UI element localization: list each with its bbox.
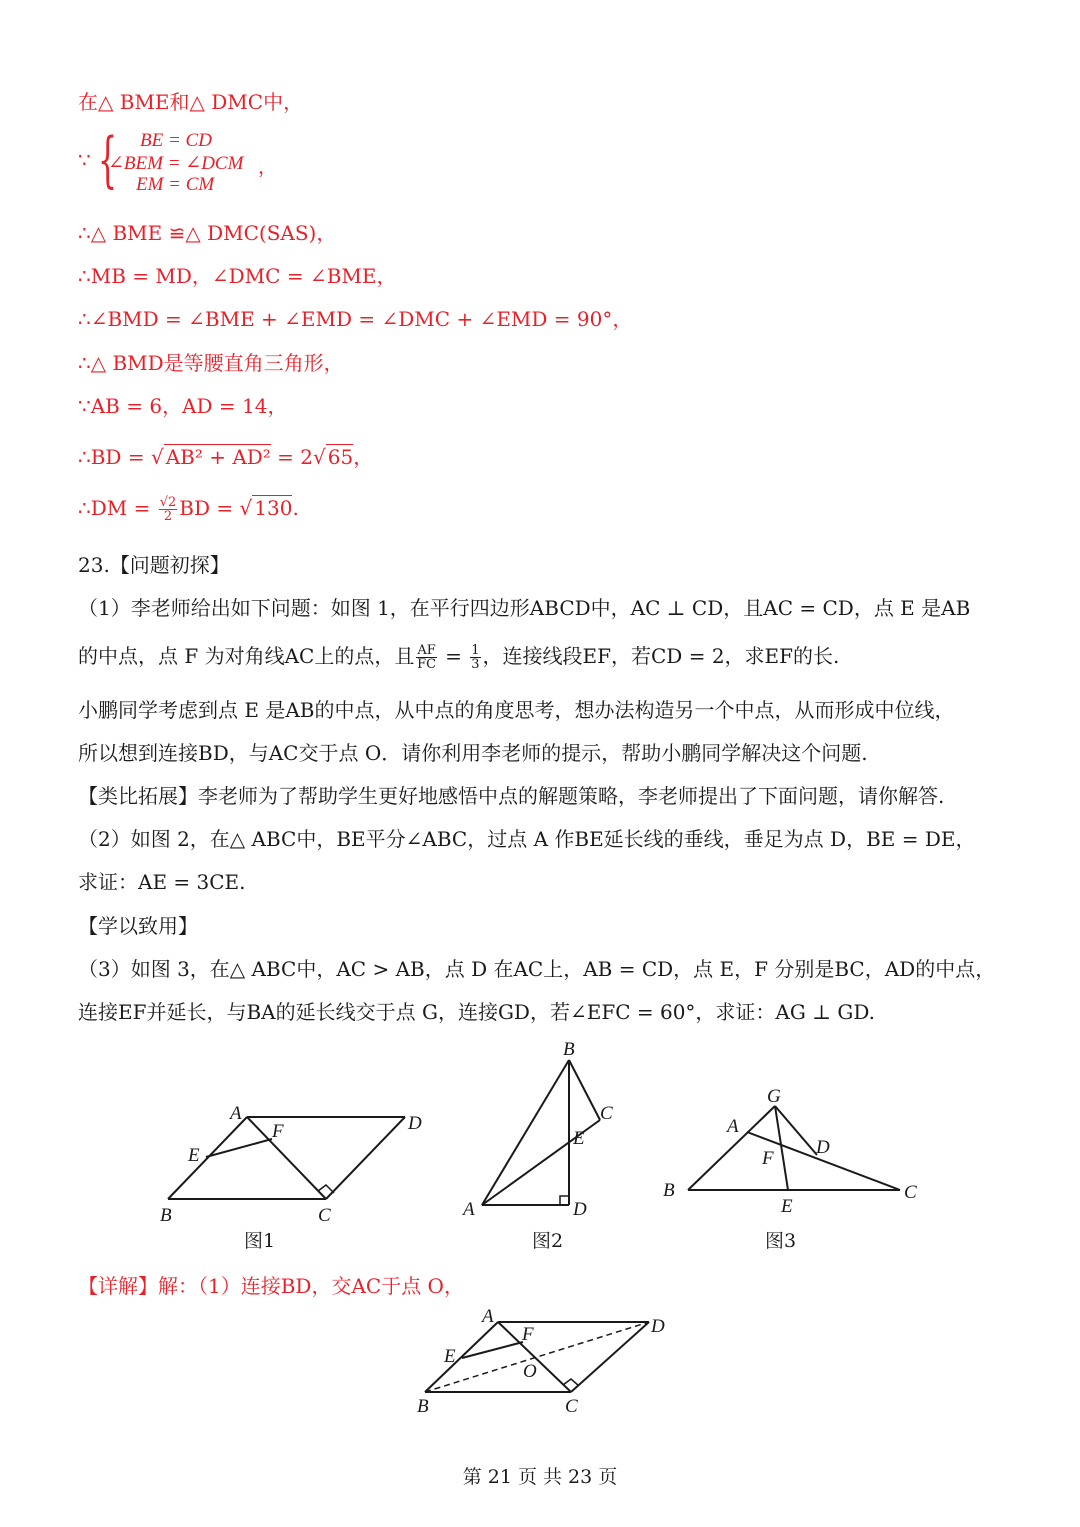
brace-row: EM = CM	[136, 174, 215, 195]
solution-line: 在△ BME和△ DMC中，	[78, 90, 304, 114]
radicand: AB² + AD²	[165, 445, 271, 469]
point-label-A: A	[463, 1199, 475, 1220]
left-brace: {	[98, 125, 118, 195]
fraction-denominator: FC	[417, 657, 437, 672]
point-label-A: A	[727, 1116, 739, 1137]
page-footer: 第 21 页 共 23 页	[462, 1466, 618, 1488]
formula-part: ，	[353, 445, 374, 469]
point-label-A: A	[230, 1103, 242, 1124]
point-label-B: B	[563, 1039, 575, 1060]
brace-system	[78, 125, 378, 200]
point-label-G: G	[767, 1086, 781, 1107]
point-label-D: D	[651, 1316, 665, 1337]
fraction-numerator: 1	[471, 643, 480, 658]
problem-text: 小鹏同学考虑到点 E 是AB的中点，从中点的角度思考，想办法构造另一个中点，从而形成中位线，	[78, 698, 955, 722]
point-label-B: B	[160, 1205, 172, 1225]
point-label-E: E	[573, 1128, 585, 1149]
sqrt-symbol: √	[313, 445, 326, 469]
answer-text: 解：（1）连接BD，交AC于点 O，	[158, 1274, 464, 1298]
solution-line: ∵AB = 6，AD = 14，	[78, 394, 288, 418]
brace-row: ∠BEM = ∠DCM	[108, 153, 244, 174]
point-label-C: C	[600, 1103, 613, 1124]
brace-comma: ，	[258, 156, 278, 178]
fraction-denominator: 3	[471, 657, 480, 672]
text-part: ，连接线段EF，若CD = 2，求EF的长.	[482, 644, 840, 668]
solution-line: ∴△ BME ≌△ DMC(SAS)，	[78, 221, 337, 245]
solution-line	[78, 496, 299, 523]
sqrt-symbol: √	[150, 445, 164, 469]
figure-3-triangle	[655, 1080, 925, 1220]
point-label-E: E	[188, 1145, 200, 1166]
point-label-F: F	[522, 1324, 534, 1345]
point-label-D: D	[408, 1113, 422, 1134]
problem-text: 所以想到连接BD，与AC交于点 O．请你利用李老师的提示，帮助小鹏同学解决这个问题.	[78, 741, 868, 765]
problem-text: 求证：AE = 3CE.	[78, 870, 246, 894]
radicand: 65	[327, 445, 354, 469]
brace-row: BE = CD	[140, 130, 212, 151]
point-label-E: E	[444, 1346, 456, 1367]
problem-text: （2）如图 2，在△ ABC中，BE平分∠ABC，过点 A 作BE延长线的垂线，垂足为点 D，BE = DE，	[78, 827, 976, 851]
solution-line: ∴△ BMD是等腰直角三角形，	[78, 351, 344, 375]
point-label-C: C	[904, 1182, 917, 1203]
problem-text: 连接EF并延长，与BA的延长线交于点 G，连接GD，若∠EFC = 60°，求证：AG ⊥ GD.	[78, 1000, 876, 1024]
fraction-numerator: √2	[159, 495, 177, 510]
formula-part: .	[292, 496, 299, 520]
solution-line: ∴∠BMD = ∠BME + ∠EMD = ∠DMC + ∠EMD = 90°，	[78, 307, 633, 331]
fraction	[416, 644, 436, 671]
answer-heading: 【详解】	[78, 1274, 158, 1298]
problem-text: 【类比拓展】李老师为了帮助学生更好地感悟中点的解题策略，李老师提出了下面问题，请你解答.	[78, 784, 945, 808]
sqrt-symbol: √	[239, 496, 253, 520]
fraction-denominator: 2	[163, 509, 173, 524]
point-label-B: B	[417, 1396, 429, 1417]
text-part: =	[438, 644, 469, 668]
section-heading: 【学以致用】	[78, 914, 198, 938]
point-label-D: D	[573, 1199, 587, 1220]
point-label-C: C	[318, 1205, 331, 1225]
point-label-D: D	[816, 1137, 830, 1158]
point-label-E: E	[781, 1196, 793, 1217]
point-label-A: A	[482, 1306, 494, 1327]
point-label-O: O	[523, 1361, 537, 1382]
point-label-C: C	[565, 1396, 578, 1417]
formula-part: BD =	[179, 496, 240, 520]
solution-figure-parallelogram	[405, 1300, 695, 1425]
figure-2-caption: 图2	[532, 1230, 564, 1252]
fraction	[159, 496, 178, 523]
problem-heading: 23.【问题初探】	[78, 553, 230, 577]
formula-part: ∴BD =	[78, 445, 151, 469]
text-part: 的中点，点 F 为对角线AC上的点，且	[78, 644, 415, 668]
fraction-numerator: AF	[417, 643, 436, 658]
because-symbol: ∵	[78, 148, 91, 172]
formula-part: ∴DM =	[78, 496, 157, 520]
figure-3-caption: 图3	[765, 1230, 797, 1252]
fraction	[470, 644, 480, 671]
problem-text	[78, 640, 839, 671]
figure-1-parallelogram	[150, 1095, 440, 1225]
point-label-F: F	[762, 1148, 774, 1169]
figure-1-caption: 图1	[244, 1230, 276, 1252]
problem-text: （3）如图 3，在△ ABC中，AC > AB，点 D 在AC上，AB = CD，点 E，F 分别是BC，AD的中点，	[78, 957, 996, 981]
radicand: 130	[254, 496, 293, 520]
solution-line	[78, 441, 373, 470]
point-label-B: B	[663, 1180, 675, 1201]
problem-text: （1）李老师给出如下问题：如图 1，在平行四边形ABCD中，AC ⊥ CD，且AC = CD，点 E 是AB	[78, 596, 971, 620]
point-label-F: F	[272, 1121, 284, 1142]
solution-line: ∴MB = MD，∠DMC = ∠BME，	[78, 264, 397, 288]
figure-2-triangle	[455, 1035, 630, 1220]
answer-line	[78, 1270, 464, 1299]
formula-part: = 2	[270, 445, 314, 469]
